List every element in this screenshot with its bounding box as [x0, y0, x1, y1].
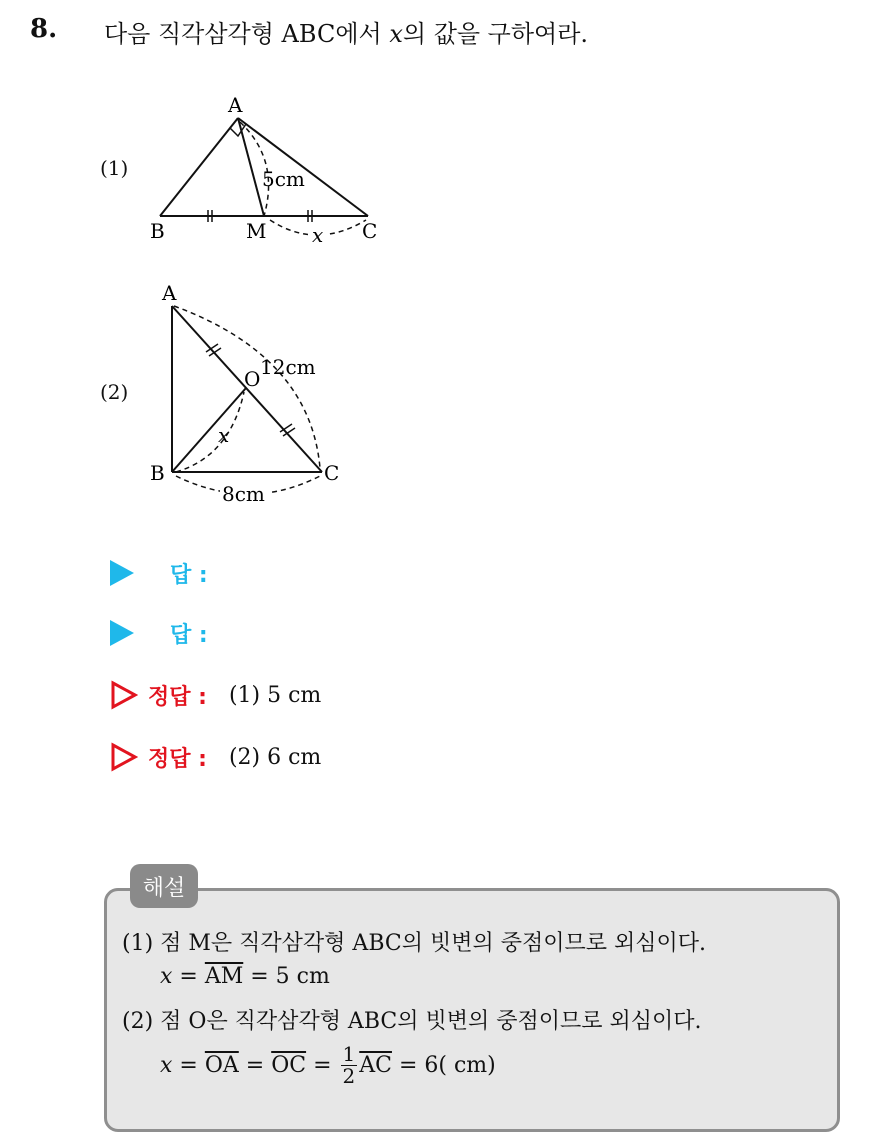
- segment-ac: $\overline{AC}$: [359, 1053, 392, 1078]
- equals-sign: =: [172, 1053, 205, 1078]
- correct-label-1: 정답 :: [148, 684, 207, 710]
- explanation-result-1: = 5 cm: [243, 964, 330, 989]
- explanation-line-4: [160, 1044, 496, 1087]
- answer-label-1: 답 :: [170, 562, 208, 588]
- correct-answer-row-1: [110, 678, 321, 712]
- fraction-one-half: [341, 1044, 358, 1087]
- answer-row-1: [110, 556, 208, 590]
- figure2-length-ac: 12cm: [260, 355, 316, 379]
- explanation-line-2: [160, 964, 330, 989]
- figure2-vertex-b: B: [150, 461, 165, 485]
- fraction-numerator: 1: [342, 1042, 356, 1066]
- figure1-vertex-c: C: [362, 219, 378, 243]
- figure2-diagram: [140, 276, 360, 516]
- figure1-vertex-m: M: [246, 219, 267, 243]
- question-text-after: 의 값을 구하여라.: [402, 20, 589, 48]
- equals-sign: =: [172, 964, 205, 989]
- figure1-vertex-b: B: [150, 219, 165, 243]
- play-icon: [110, 620, 134, 646]
- correct-value-1: (1) 5 cm: [228, 682, 322, 708]
- figure1-length-am: 5cm: [262, 167, 305, 191]
- segment-oc: $\overline{OC}$: [271, 1053, 307, 1078]
- question-text-before: 다음 직각삼각형 ABC에서: [104, 20, 390, 48]
- outline-triangle-icon: [110, 742, 138, 772]
- explanation-var-1: x: [160, 964, 173, 989]
- explanation-line-1: (1) 점 M은 직각삼각형 ABC의 빗변의 중점이므로 외심이다.: [122, 931, 706, 956]
- correct-answer-row-2: [110, 740, 321, 774]
- answer-row-2: [110, 616, 208, 650]
- question-variable: x: [389, 20, 403, 48]
- equals-sign: =: [306, 1053, 339, 1078]
- figure2-label: (2): [100, 380, 129, 404]
- equals-sign: =: [238, 1053, 272, 1078]
- correct-value-2: (2) 6 cm: [228, 744, 322, 770]
- play-icon: [110, 560, 134, 586]
- correct-label-2: 정답 :: [148, 746, 207, 772]
- figure2-length-bc: 8cm: [222, 482, 265, 506]
- figure2-unknown: x: [218, 423, 230, 447]
- explanation-var-2: x: [160, 1053, 173, 1078]
- figure1-unknown: x: [312, 223, 324, 247]
- question-number: 8.: [30, 14, 58, 44]
- figure1-diagram: [140, 90, 400, 250]
- figure1-label: (1): [100, 156, 129, 180]
- outline-triangle-icon: [110, 680, 138, 710]
- question-text: [104, 14, 588, 49]
- answer-label-2: 답 :: [170, 622, 208, 648]
- figure1-vertex-a: A: [228, 93, 243, 117]
- explanation-result-2: = 6( cm): [391, 1053, 496, 1078]
- explanation-line-3: (2) 점 O은 직각삼각형 ABC의 빗변의 중점이므로 외심이다.: [122, 1009, 702, 1034]
- figure2-vertex-c: C: [324, 461, 340, 485]
- figure2-vertex-o: O: [244, 367, 261, 391]
- explanation-tab: 해설: [130, 864, 198, 908]
- figure2-vertex-a: A: [162, 281, 177, 305]
- segment-oa: $\overline{OA}$: [204, 1053, 239, 1078]
- fraction-denominator: 2: [342, 1064, 356, 1088]
- segment-am: $\overline{AM}$: [204, 964, 244, 989]
